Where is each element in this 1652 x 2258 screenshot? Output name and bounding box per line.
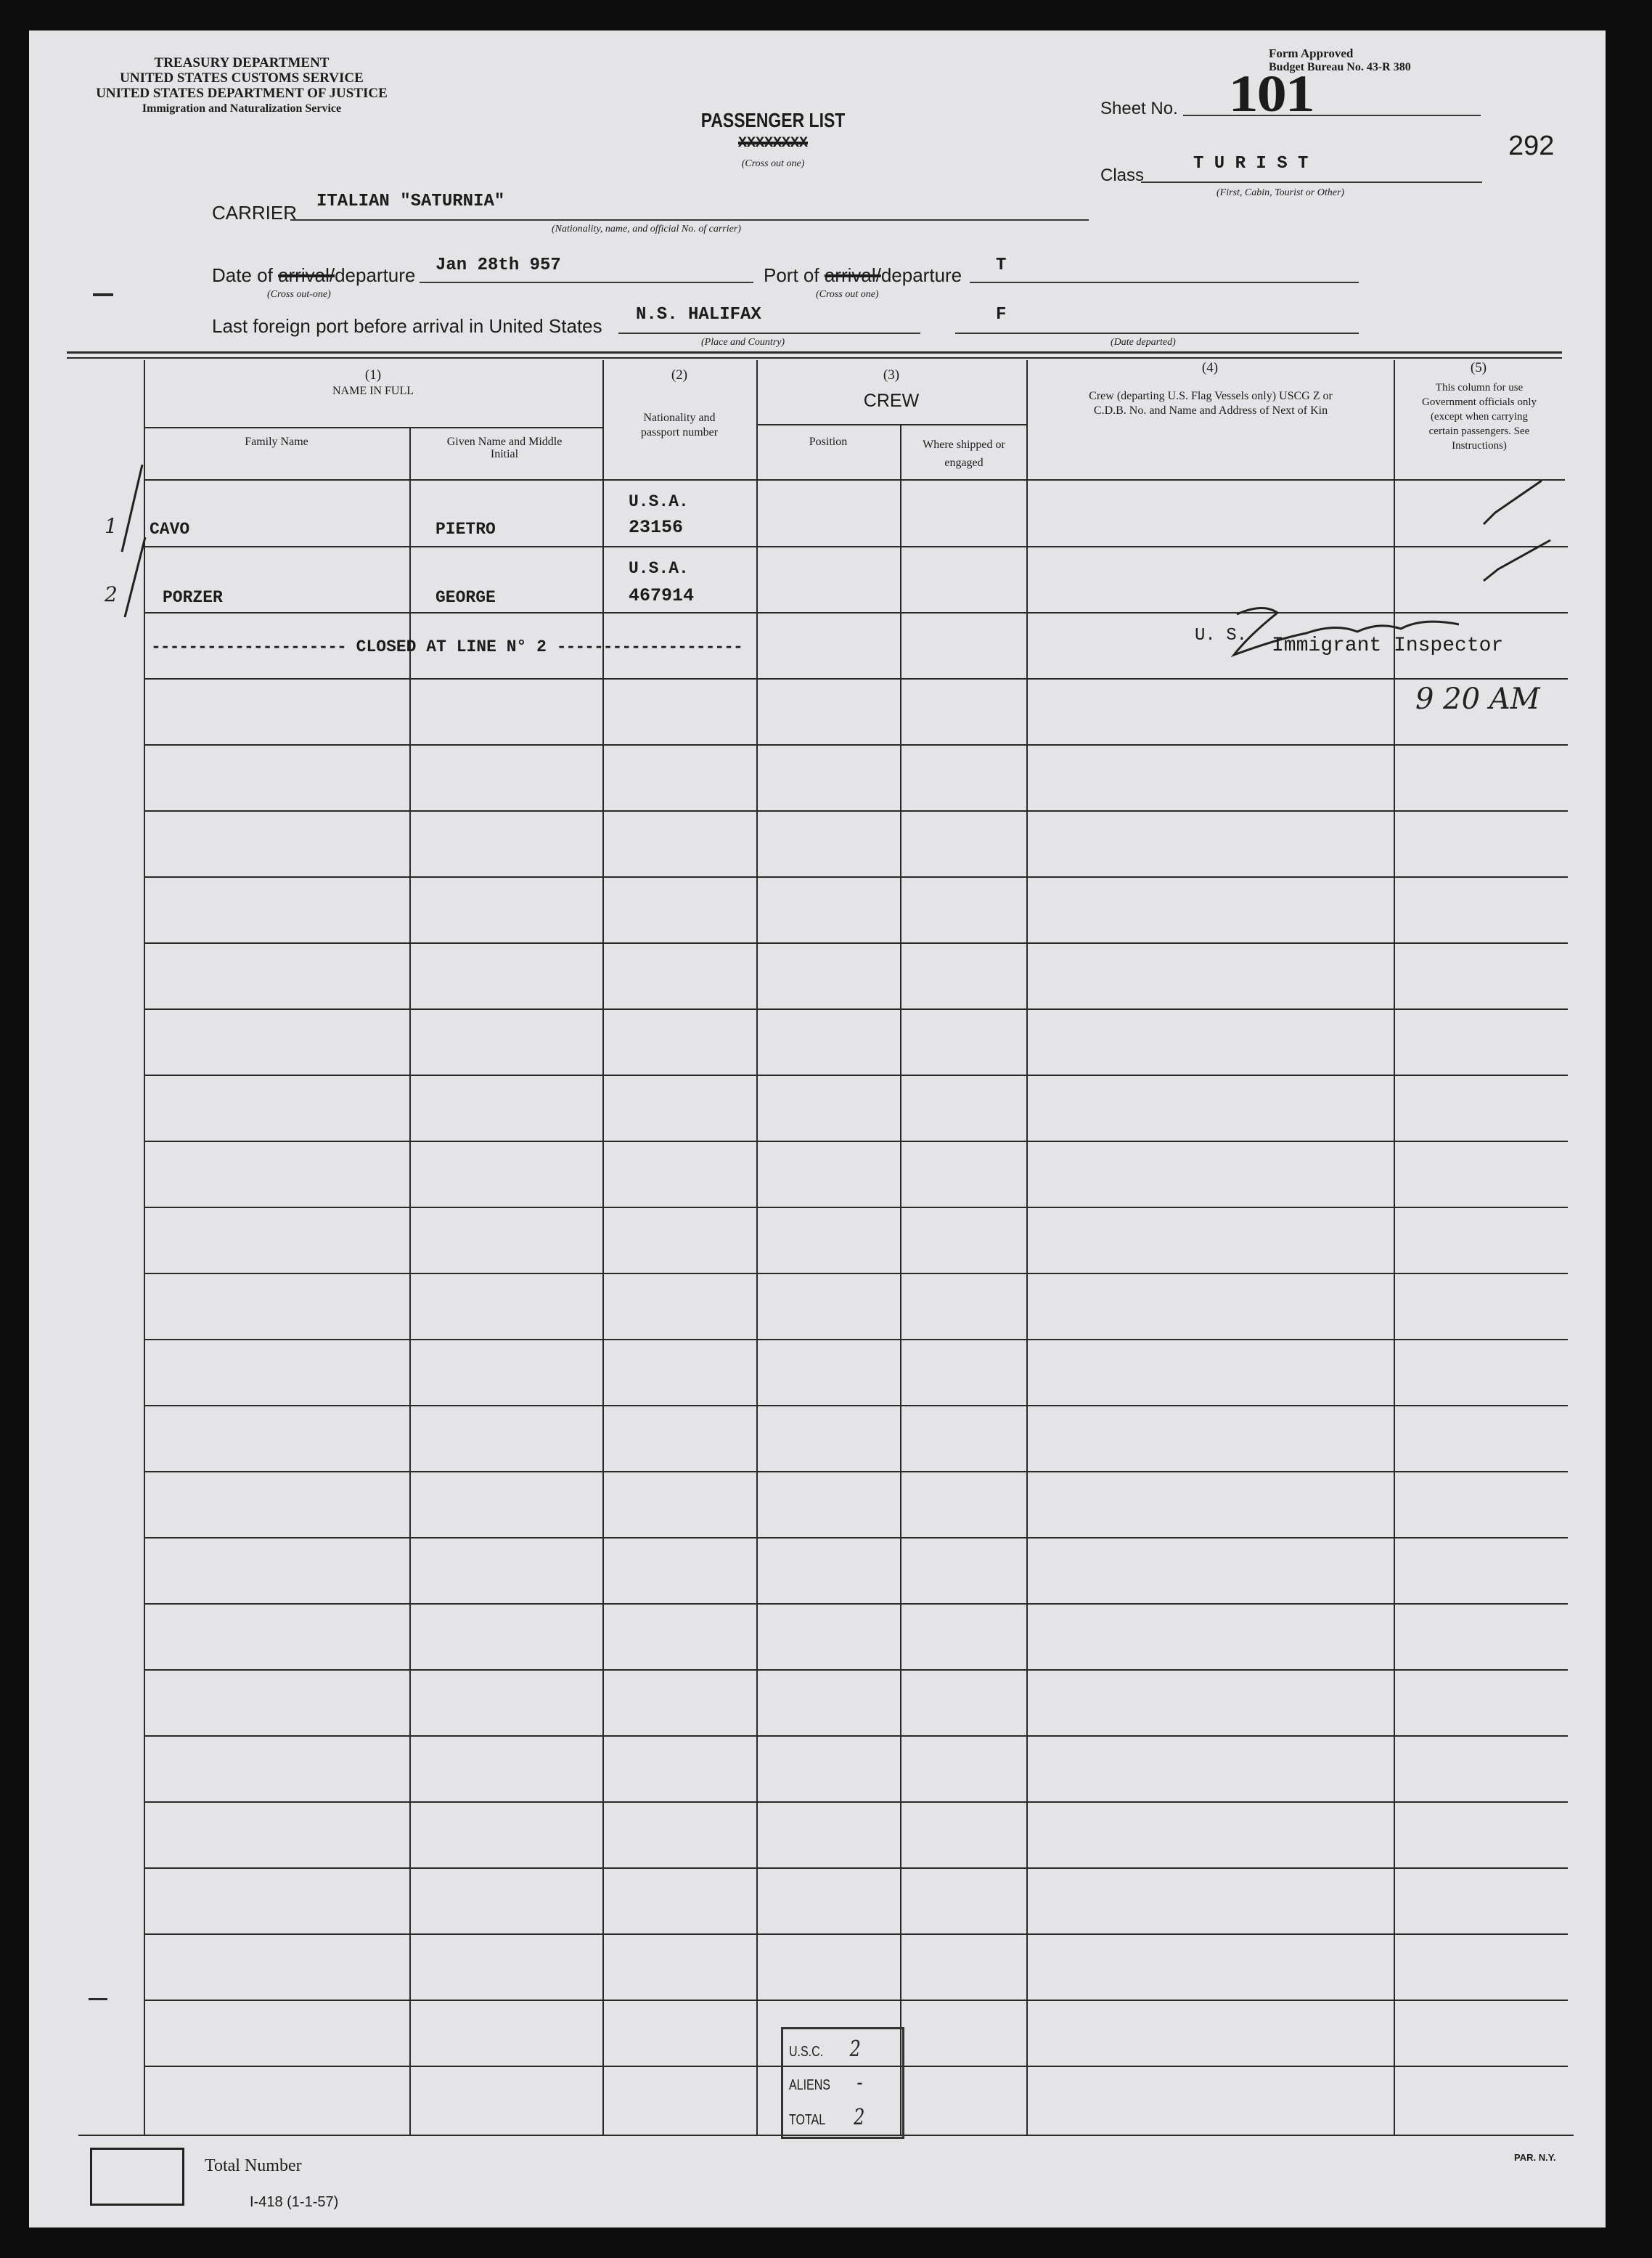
stamp-row-usc: [789, 2037, 861, 2062]
title-hint: (Cross out one): [741, 158, 805, 169]
col1-title: NAME IN FULL: [332, 385, 414, 397]
family-name-cell: PORZER: [163, 588, 223, 607]
check-icon: [122, 465, 142, 552]
col3-number: (3): [883, 367, 900, 383]
form-title: PASSENGER LIST: [700, 109, 846, 131]
check-icon: [1484, 540, 1550, 581]
port-label-a: Port of: [764, 264, 819, 286]
given-name-heading: Given Name and Middle Initial: [446, 436, 563, 460]
class-hint: (First, Cabin, Tourist or Other): [1216, 187, 1345, 198]
col5-title: This column for use Government officials only (except when carrying certain passengers. See Instructions): [1421, 382, 1537, 452]
col1-number: (1): [364, 367, 382, 383]
last-port-value: N.S. HALIFAX: [636, 305, 761, 325]
carrier-value: ITALIAN "SATURNIA": [316, 192, 505, 211]
stamp-row-aliens: [789, 2070, 862, 2095]
class-label: Class: [1100, 166, 1145, 185]
agency-line-3: UNITED STATES DEPARTMENT OF JUSTICE: [96, 86, 388, 101]
date-label-a: Date of: [212, 264, 273, 286]
port-cross-out: (Cross out one): [816, 289, 879, 300]
given-name-cell: GEORGE: [436, 588, 496, 607]
date-departed-value: F: [996, 305, 1007, 325]
departure-port: T: [996, 256, 1007, 275]
nationality-cell: U.S.A.: [629, 559, 689, 578]
closing-dashes-left: ---------------------: [151, 637, 346, 656]
date-cross-out: (Cross out-one): [267, 289, 331, 300]
aliens-value: -: [856, 2070, 863, 2095]
agency-line-4: Immigration and Naturalization Service: [142, 102, 342, 115]
line-number: 2: [105, 582, 118, 606]
closing-text: CLOSED AT LINE N° 2: [356, 637, 547, 656]
agency-line-1: TREASURY DEPARTMENT: [154, 55, 330, 70]
totals-stamp: [781, 2027, 904, 2139]
class-value: T U R I S T: [1193, 154, 1309, 174]
family-name-heading: Family Name: [245, 436, 308, 448]
sheet-number: 101: [1228, 65, 1314, 123]
agency-line-2: UNITED STATES CUSTOMS SERVICE: [120, 70, 364, 86]
departure-date: Jan 28th 957: [436, 256, 561, 275]
date-departed-hint: (Date departed): [1111, 337, 1176, 348]
form-approved: Form Approved: [1269, 46, 1354, 60]
usc-label: U.S.C.: [789, 2044, 824, 2060]
nationality-cell: U.S.A.: [629, 492, 689, 511]
carrier-label: CARRIER: [212, 202, 298, 224]
aliens-label: ALIENS: [789, 2077, 830, 2093]
check-icon: [125, 537, 145, 617]
stamp-row-total: [789, 2105, 864, 2130]
closing-line: [151, 637, 743, 656]
line-number: 1: [105, 514, 118, 538]
date-label-struck: arrival/: [278, 264, 335, 286]
port-label-b: departure: [880, 264, 962, 286]
printer-mark: PAR. N.Y.: [1514, 2152, 1556, 2163]
time-note: 9 20 AM: [1415, 682, 1540, 716]
where-shipped-heading: Where shipped or engaged: [923, 439, 1005, 469]
inspector-text: Immigrant Inspector: [1272, 635, 1504, 657]
position-heading: Position: [809, 436, 848, 448]
date-label-b: departure: [335, 264, 416, 286]
budget-bureau: Budget Bureau No. 43-R 380: [1269, 61, 1411, 73]
family-name-cell: CAVO: [150, 520, 190, 539]
col4-title: Crew (departing U.S. Flag Vessels only) USCG Z or C.D.B. No. and Name and Address of Next of Kin: [1089, 390, 1333, 417]
passport-cell: 467914: [629, 585, 695, 606]
total-label: TOTAL: [789, 2112, 825, 2128]
last-port-label: Last foreign port before arrival in United States: [212, 315, 602, 337]
col2-number: (2): [671, 367, 688, 383]
port-label-struck: arrival/: [824, 264, 881, 286]
check-icon: [1484, 481, 1542, 524]
given-name-cell: PIETRO: [436, 520, 496, 539]
closing-dashes-right: --------------------: [556, 637, 743, 656]
col3-title: CREW: [863, 391, 920, 411]
title-struck-word: XXXXXXXX: [737, 135, 808, 152]
carrier-hint: (Nationality, name, and official No. of carrier): [552, 224, 741, 235]
col4-number: (4): [1201, 360, 1219, 375]
sheet-label: Sheet No.: [1100, 99, 1178, 118]
col5-number: (5): [1470, 360, 1487, 375]
last-port-hint: (Place and Country): [701, 337, 785, 348]
col2-title: Nationality and passport number: [640, 412, 719, 439]
passport-cell: 23156: [629, 517, 684, 538]
usc-value: 2: [849, 2037, 861, 2062]
total-number-box: [90, 2148, 184, 2206]
total-number-label: Total Number: [205, 2156, 302, 2175]
total-value: 2: [854, 2105, 865, 2130]
form-id: I-418 (1-1-57): [250, 2194, 339, 2210]
page-stamp: 292: [1508, 131, 1555, 161]
inspector-prefix: U. S.: [1195, 626, 1248, 645]
